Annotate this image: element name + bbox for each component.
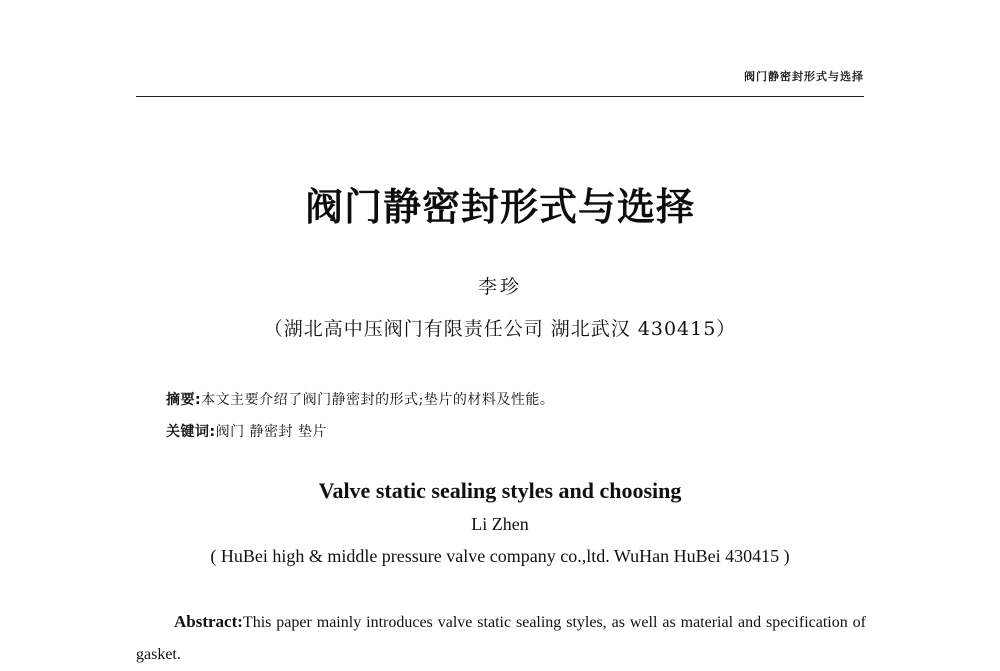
chinese-keywords-text: 阀门 静密封 垫片: [215, 424, 328, 440]
header-rule: [136, 96, 864, 97]
english-author: Li Zhen: [471, 514, 529, 534]
chinese-abstract-label: 摘要:: [166, 392, 202, 408]
running-header: 阀门静密封形式与选择: [744, 70, 864, 83]
chinese-author: 李珍: [477, 276, 522, 298]
chinese-abstract-text: 本文主要介绍了阀门静密封的形式;垫片的材料及性能。: [201, 392, 555, 408]
chinese-keywords-label: 关键词:: [166, 424, 216, 440]
chinese-title: 阀门静密封形式与选择: [304, 185, 695, 229]
chinese-affiliation: （湖北高中压阀门有限责任公司 湖北武汉 430415）: [263, 318, 737, 340]
english-affiliation: ( HuBei high & middle pressure valve company co.,ltd. WuHan HuBei 430415 ): [210, 546, 790, 566]
english-abstract: [136, 606, 866, 671]
english-title: Valve static sealing styles and choosing: [318, 478, 682, 503]
english-abstract-label: Abstract:: [174, 612, 243, 631]
chinese-abstract: [166, 389, 554, 409]
chinese-keywords: [166, 421, 327, 441]
english-abstract-text: This paper mainly introduces valve static sealing styles, as well as material and specification of gasket.: [136, 614, 866, 663]
